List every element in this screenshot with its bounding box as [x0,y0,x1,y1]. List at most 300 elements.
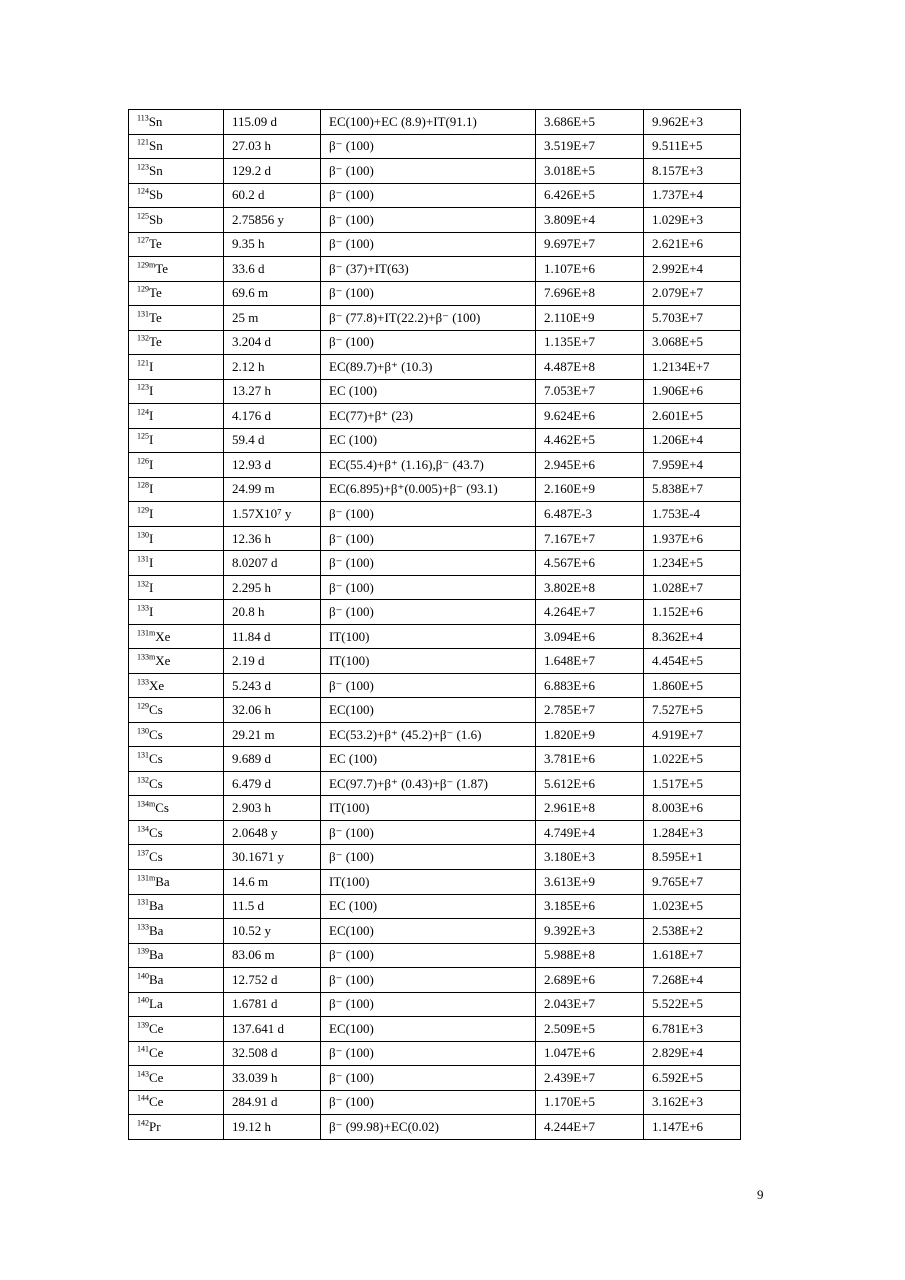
value-2-cell: 1.022E+5 [644,747,741,772]
element-symbol: Ce [149,1094,164,1110]
value-1-cell: 3.519E+7 [536,134,644,159]
decay-mode-cell: β⁻ (100) [321,1066,536,1091]
half-life-cell: 129.2 d [224,159,321,184]
value-1-cell: 2.945E+6 [536,453,644,478]
value-2-cell: 7.268E+4 [644,968,741,993]
mass-number: 132 [137,334,149,344]
value-1-cell: 5.988E+8 [536,943,644,968]
decay-mode-cell: IT(100) [321,869,536,894]
nuclide-cell [129,649,224,674]
nuclide-cell [129,820,224,845]
element-symbol: Sn [148,113,163,129]
table-row [129,771,741,796]
value-1-cell: 4.264E+7 [536,600,644,625]
nuclide-cell [129,330,224,355]
decay-mode-cell: β⁻ (99.98)+EC(0.02) [321,1115,536,1140]
nuclide-cell [129,771,224,796]
nuclide-cell [129,698,224,723]
half-life-cell: 60.2 d [224,183,321,208]
nuclide-cell [129,526,224,551]
nuclide-cell [129,110,224,135]
table-row [129,747,741,772]
element-symbol: Cs [149,751,163,767]
table-row [129,183,741,208]
value-1-cell: 3.686E+5 [536,110,644,135]
mass-number: 131 [137,554,149,564]
half-life-cell: 115.09 d [224,110,321,135]
table-row [129,428,741,453]
half-life-cell: 33.039 h [224,1066,321,1091]
nuclide-cell [129,159,224,184]
decay-mode-cell: β⁻ (100) [321,992,536,1017]
value-1-cell: 3.781E+6 [536,747,644,772]
element-symbol: Te [149,334,162,350]
value-1-cell: 7.167E+7 [536,526,644,551]
decay-mode-cell: β⁻ (37)+IT(63) [321,257,536,282]
element-symbol: Te [149,236,162,252]
value-2-cell: 1.152E+6 [644,600,741,625]
value-2-cell: 5.838E+7 [644,477,741,502]
element-symbol: Ce [149,1020,164,1036]
value-2-cell: 1.284E+3 [644,820,741,845]
nuclide-cell [129,624,224,649]
mass-number: 137 [137,848,149,858]
element-symbol: I [149,383,154,399]
table-row [129,281,741,306]
value-2-cell: 2.538E+2 [644,919,741,944]
nuclide-cell [129,306,224,331]
table-row [129,600,741,625]
decay-mode-cell: β⁻ (100) [321,673,536,698]
half-life-cell: 25 m [224,306,321,331]
half-life-cell: 284.91 d [224,1090,321,1115]
mass-number: 121 [137,358,149,368]
value-1-cell: 1.820E+9 [536,722,644,747]
table-row [129,673,741,698]
table-row [129,624,741,649]
value-2-cell: 9.765E+7 [644,869,741,894]
decay-mode-cell: EC (100) [321,894,536,919]
element-symbol: I [149,481,154,497]
value-1-cell: 6.883E+6 [536,673,644,698]
table-row [129,551,741,576]
value-2-cell: 2.601E+5 [644,404,741,429]
value-2-cell: 2.829E+4 [644,1041,741,1066]
value-1-cell: 6.426E+5 [536,183,644,208]
nuclide-cell [129,722,224,747]
value-1-cell: 3.185E+6 [536,894,644,919]
value-2-cell: 1.028E+7 [644,575,741,600]
element-symbol: Ba [149,922,164,938]
mass-number: 129 [137,505,149,515]
table-row [129,134,741,159]
value-2-cell: 6.781E+3 [644,1017,741,1042]
half-life-cell: 32.508 d [224,1041,321,1066]
value-1-cell: 3.613E+9 [536,869,644,894]
table-row [129,575,741,600]
decay-mode-cell: β⁻ (100) [321,502,536,527]
value-2-cell: 8.003E+6 [644,796,741,821]
decay-mode-cell: β⁻ (100) [321,845,536,870]
decay-mode-cell: β⁻ (100) [321,526,536,551]
half-life-cell: 83.06 m [224,943,321,968]
mass-number: 130 [137,530,149,540]
element-symbol: Cs [149,726,163,742]
nuclide-cell [129,747,224,772]
half-life-cell: 24.99 m [224,477,321,502]
value-1-cell: 2.689E+6 [536,968,644,993]
mass-number: 134 [137,824,149,834]
decay-mode-cell: EC(55.4)+β⁺ (1.16),β⁻ (43.7) [321,453,536,478]
element-symbol: I [149,604,154,620]
value-2-cell: 1.2134E+7 [644,355,741,380]
decay-mode-cell: β⁻ (100) [321,159,536,184]
decay-mode-cell: β⁻ (77.8)+IT(22.2)+β⁻ (100) [321,306,536,331]
mass-number: 144 [137,1094,149,1104]
nuclide-cell [129,1115,224,1140]
half-life-cell: 32.06 h [224,698,321,723]
half-life-cell: 19.12 h [224,1115,321,1140]
mass-number: 125 [137,432,149,442]
mass-number: 126 [137,456,149,466]
half-life-cell: 1.57X10⁷ y [224,502,321,527]
table-row [129,820,741,845]
decay-mode-cell: EC(77)+β⁺ (23) [321,404,536,429]
nuclide-cell [129,502,224,527]
table-row [129,355,741,380]
table-row [129,1017,741,1042]
nuclide-cell [129,845,224,870]
mass-number: 131m [137,628,156,638]
decay-mode-cell: β⁻ (100) [321,134,536,159]
value-1-cell: 9.697E+7 [536,232,644,257]
value-2-cell: 5.703E+7 [644,306,741,331]
element-symbol: I [149,530,154,546]
element-symbol: Te [149,309,162,325]
element-symbol: Ba [155,873,170,889]
nuclide-cell [129,183,224,208]
half-life-cell: 29.21 m [224,722,321,747]
value-1-cell: 4.462E+5 [536,428,644,453]
nuclide-cell [129,404,224,429]
half-life-cell: 2.75856 y [224,208,321,233]
table-body [129,110,741,1140]
half-life-cell: 2.0648 y [224,820,321,845]
nuclide-cell [129,208,224,233]
nuclide-cell [129,428,224,453]
element-symbol: I [149,456,154,472]
element-symbol: Te [149,285,162,301]
element-symbol: Cs [149,849,163,865]
value-2-cell: 8.362E+4 [644,624,741,649]
mass-number: 132 [137,775,149,785]
decay-mode-cell: β⁻ (100) [321,600,536,625]
value-2-cell: 2.079E+7 [644,281,741,306]
mass-number: 130 [137,726,149,736]
value-1-cell: 9.624E+6 [536,404,644,429]
value-2-cell: 7.527E+5 [644,698,741,723]
table-row [129,208,741,233]
nuclide-cell [129,1066,224,1091]
mass-number: 121 [137,137,149,147]
value-1-cell: 1.648E+7 [536,649,644,674]
half-life-cell: 14.6 m [224,869,321,894]
element-symbol: Cs [149,702,163,718]
half-life-cell: 27.03 h [224,134,321,159]
decay-mode-cell: β⁻ (100) [321,281,536,306]
half-life-cell: 10.52 y [224,919,321,944]
value-2-cell: 6.592E+5 [644,1066,741,1091]
element-symbol: Sn [149,138,163,154]
half-life-cell: 4.176 d [224,404,321,429]
value-1-cell: 4.749E+4 [536,820,644,845]
value-1-cell: 1.107E+6 [536,257,644,282]
element-symbol: La [149,996,163,1012]
nuclide-cell [129,379,224,404]
value-2-cell: 1.234E+5 [644,551,741,576]
nuclide-cell [129,600,224,625]
value-2-cell: 1.618E+7 [644,943,741,968]
value-2-cell: 1.029E+3 [644,208,741,233]
element-symbol: Ce [149,1045,164,1061]
table-row [129,477,741,502]
value-2-cell: 1.753E-4 [644,502,741,527]
half-life-cell: 2.19 d [224,649,321,674]
table-row [129,894,741,919]
mass-number: 131 [137,897,149,907]
nuclide-cell [129,551,224,576]
decay-mode-cell: β⁻ (100) [321,330,536,355]
value-1-cell: 3.802E+8 [536,575,644,600]
page-number: 9 [757,1187,764,1202]
value-1-cell: 6.487E-3 [536,502,644,527]
value-2-cell: 1.023E+5 [644,894,741,919]
element-symbol: Pr [149,1118,161,1134]
decay-mode-cell: EC(89.7)+β⁺ (10.3) [321,355,536,380]
mass-number: 140 [137,995,149,1005]
mass-number: 124 [137,407,149,417]
nuclide-cell [129,894,224,919]
value-1-cell: 2.043E+7 [536,992,644,1017]
table-row [129,159,741,184]
value-2-cell: 1.147E+6 [644,1115,741,1140]
element-symbol: Ba [149,971,164,987]
value-2-cell: 1.906E+6 [644,379,741,404]
value-1-cell: 2.961E+8 [536,796,644,821]
half-life-cell: 2.295 h [224,575,321,600]
value-1-cell: 5.612E+6 [536,771,644,796]
value-1-cell: 4.487E+8 [536,355,644,380]
element-symbol: Xe [149,677,165,693]
half-life-cell: 11.5 d [224,894,321,919]
half-life-cell: 20.8 h [224,600,321,625]
table-row [129,1115,741,1140]
half-life-cell: 69.6 m [224,281,321,306]
nuclide-cell [129,453,224,478]
mass-number: 133 [137,603,149,613]
decay-mode-cell: β⁻ (100) [321,943,536,968]
decay-mode-cell: EC(100) [321,698,536,723]
value-1-cell: 2.785E+7 [536,698,644,723]
half-life-cell: 33.6 d [224,257,321,282]
value-2-cell: 1.737E+4 [644,183,741,208]
decay-mode-cell: EC (100) [321,379,536,404]
element-symbol: Cs [155,800,169,816]
mass-number: 127 [137,236,149,245]
table-row [129,845,741,870]
value-2-cell: 8.595E+1 [644,845,741,870]
mass-number: 123 [137,383,149,393]
half-life-cell: 2.903 h [224,796,321,821]
table-row [129,330,741,355]
mass-number: 139 [137,946,149,956]
mass-number: 128 [137,481,149,491]
mass-number: 139 [137,1020,149,1030]
element-symbol: Xe [155,628,171,644]
table-row [129,992,741,1017]
decay-mode-cell: β⁻ (100) [321,183,536,208]
element-symbol: I [149,432,154,448]
decay-mode-cell: EC(100)+EC (8.9)+IT(91.1) [321,110,536,135]
value-2-cell: 8.157E+3 [644,159,741,184]
nuclide-cell [129,919,224,944]
mass-number: 140 [137,971,149,981]
element-symbol: Xe [155,653,171,669]
value-1-cell: 3.094E+6 [536,624,644,649]
mass-number: 133m [137,652,156,662]
nuclide-cell [129,134,224,159]
mass-number: 129 [137,701,149,711]
mass-number: 113 [137,113,149,123]
table-row [129,404,741,429]
element-symbol: I [149,407,154,423]
table-row [129,1066,741,1091]
nuclide-cell [129,575,224,600]
value-1-cell: 1.135E+7 [536,330,644,355]
decay-mode-cell: EC(100) [321,919,536,944]
value-2-cell: 5.522E+5 [644,992,741,1017]
decay-mode-cell: EC(100) [321,1017,536,1042]
mass-number: 133 [137,922,149,932]
table-row [129,306,741,331]
mass-number: 134m [137,799,156,809]
half-life-cell: 5.243 d [224,673,321,698]
value-2-cell: 1.860E+5 [644,673,741,698]
mass-number: 143 [137,1069,149,1079]
half-life-cell: 8.0207 d [224,551,321,576]
value-1-cell: 2.110E+9 [536,306,644,331]
table-row [129,722,741,747]
table-row [129,698,741,723]
value-1-cell: 9.392E+3 [536,919,644,944]
value-2-cell: 2.992E+4 [644,257,741,282]
decay-mode-cell: β⁻ (100) [321,1090,536,1115]
half-life-cell: 12.752 d [224,968,321,993]
nuclide-cell [129,232,224,257]
value-1-cell: 4.567E+6 [536,551,644,576]
half-life-cell: 12.93 d [224,453,321,478]
value-1-cell: 2.160E+9 [536,477,644,502]
nuclide-cell [129,673,224,698]
element-symbol: Sn [149,162,163,178]
decay-mode-cell: β⁻ (100) [321,208,536,233]
table-row [129,943,741,968]
value-1-cell: 3.180E+3 [536,845,644,870]
table-row [129,379,741,404]
table-row [129,796,741,821]
decay-mode-cell: β⁻ (100) [321,820,536,845]
mass-number: 123 [137,162,149,172]
half-life-cell: 1.6781 d [224,992,321,1017]
table-row [129,1041,741,1066]
value-1-cell: 2.439E+7 [536,1066,644,1091]
half-life-cell: 137.641 d [224,1017,321,1042]
nuclide-cell [129,1041,224,1066]
value-2-cell: 7.959E+4 [644,453,741,478]
table-row [129,919,741,944]
nuclide-cell [129,968,224,993]
mass-number: 129m [137,260,156,270]
half-life-cell: 11.84 d [224,624,321,649]
nuclide-cell [129,257,224,282]
mass-number: 141 [137,1045,149,1055]
decay-mode-cell: β⁻ (100) [321,575,536,600]
half-life-cell: 2.12 h [224,355,321,380]
decay-mode-cell: EC(6.895)+β⁺(0.005)+β⁻ (93.1) [321,477,536,502]
value-2-cell: 3.162E+3 [644,1090,741,1115]
value-2-cell: 9.511E+5 [644,134,741,159]
decay-mode-cell: EC (100) [321,428,536,453]
half-life-cell: 59.4 d [224,428,321,453]
decay-mode-cell: IT(100) [321,796,536,821]
half-life-cell: 3.204 d [224,330,321,355]
decay-mode-cell: IT(100) [321,624,536,649]
nuclide-cell [129,1090,224,1115]
nuclide-cell [129,1017,224,1042]
mass-number: 142 [137,1118,149,1128]
element-symbol: I [149,358,154,374]
decay-mode-cell: β⁻ (100) [321,968,536,993]
value-1-cell: 1.047E+6 [536,1041,644,1066]
half-life-cell: 12.36 h [224,526,321,551]
nuclide-data-table [128,109,741,1140]
decay-mode-cell: EC(97.7)+β⁺ (0.43)+β⁻ (1.87) [321,771,536,796]
mass-number: 131 [137,309,149,319]
half-life-cell: 6.479 d [224,771,321,796]
value-2-cell: 3.068E+5 [644,330,741,355]
element-symbol: Ce [149,1069,164,1085]
value-1-cell: 7.053E+7 [536,379,644,404]
value-1-cell: 2.509E+5 [536,1017,644,1042]
nuclide-cell [129,992,224,1017]
element-symbol: Te [155,260,169,276]
value-1-cell: 3.809E+4 [536,208,644,233]
table-row [129,968,741,993]
value-2-cell: 9.962E+3 [644,110,741,135]
table-row [129,1090,741,1115]
decay-mode-cell: IT(100) [321,649,536,674]
value-2-cell: 4.919E+7 [644,722,741,747]
element-symbol: Ba [149,947,164,963]
half-life-cell: 30.1671 y [224,845,321,870]
nuclide-cell [129,477,224,502]
element-symbol: Sb [149,211,163,227]
value-1-cell: 7.696E+8 [536,281,644,306]
value-2-cell: 1.517E+5 [644,771,741,796]
nuclide-cell [129,869,224,894]
mass-number: 129 [137,285,149,295]
decay-mode-cell: β⁻ (100) [321,551,536,576]
